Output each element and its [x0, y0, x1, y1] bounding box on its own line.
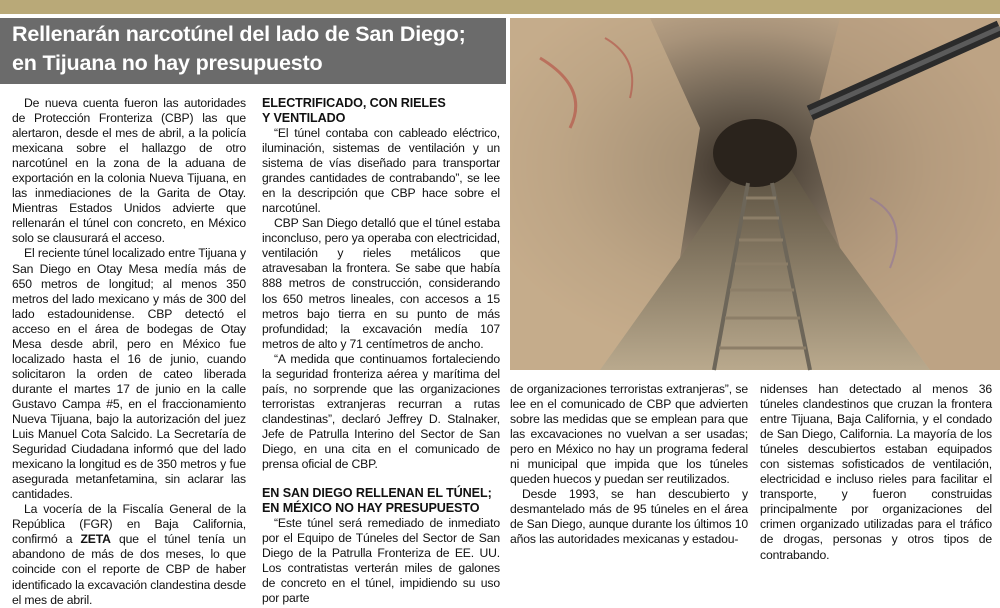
- subheading: EN SAN DIEGO RELLENAN EL TÚNEL;: [262, 486, 492, 501]
- body-column-4: [760, 382, 992, 563]
- top-accent-bar: [0, 0, 1000, 14]
- paragraph-text: La vocería de la Fiscalía General de la República (FGR) en Baja California, confirmó a: [12, 502, 246, 547]
- paragraph: CBP San Diego detalló que el túnel estaba inconcluso, pero ya operaba con electricidad, ventilación y rieles metálicos que atravesaban la frontera. Se sabe que había 888 metros de construcción, considerando los 650 metros lineales, con accesos a 15 metros bajo tierra en su punto de más profundidad; la excavación medía 107 metros de alto y 71 centímetros de ancho.: [262, 216, 500, 351]
- body-column-1: [12, 96, 246, 608]
- paragraph: “El túnel contaba con cableado eléctrico, iluminación, sistemas de ventilación y un sistema de vías diseñado para transportar grandes cantidades de contrabando”, se lee en la descripción que CBP hace sobre el narcotúnel.: [262, 126, 500, 216]
- publication-name: ZETA: [80, 532, 111, 547]
- headline-line-2: en Tijuana no hay presupuesto: [12, 51, 323, 75]
- body-column-2: [262, 96, 500, 606]
- subheading: ELECTRIFICADO, CON RIELES: [262, 96, 446, 110]
- headline-banner: [0, 18, 506, 84]
- subheading: EN MÉXICO NO HAY PRESUPUESTO: [262, 501, 480, 516]
- paragraph: “A medida que continuamos fortaleciendo la seguridad fronteriza aérea y marítima del país, no sorprende que las organizaciones terroristas extranjeras recurran a rutas clandestinas”, declaró Jeffrey D. Stalnaker, Jefe de Patrulla Interino del Sector de San Diego, en una cita en el comunicado de prensa oficial de CBP.: [262, 351, 500, 472]
- paragraph: [12, 502, 246, 607]
- paragraph: “Este túnel será remediado de inmediato por el Equipo de Túneles del Sector de San Diego de la Patrulla Fronteriza de EE. UU. Los contratistas verterán miles de galones de concreto en el túnel, impidiendo su uso por parte: [262, 516, 500, 606]
- paragraph: El reciente túnel localizado entre Tijuana y San Diego en Otay Mesa medía más de 650 metros de longitud; al menos 350 metros del lado mexicano y más de 300 del lado estadounidense. CBP detectó el acceso en el área de bodegas de Otay Mesa desde abril, pero en México fue localizado hasta el 16 de junio, cuando solicitaron la orden de cateo liberada durante el martes 17 de junio en la calle Gustavo Campa #5, en el fraccionamiento Nueva Tijuana, bajo la autorización del juez Luis Manuel Cota Salcido. La Secretaría de Seguridad Ciudadana informó que del lado mexicano la longitud es de 350 metros y fue asegurada metanfetamina, sin aclarar las cantidades.: [12, 246, 246, 502]
- body-column-3: [510, 382, 748, 548]
- paragraph-text: que el túnel tenía un abandono de más de dos meses, lo que coincide con el reporte de CBP de haber identificado la excavación clandestina desde el mes de abril.: [12, 532, 247, 607]
- tunnel-photo: [510, 18, 1000, 370]
- paragraph: De nueva cuenta fueron las autoridades de Protección Fronteriza (CBP) las que alertaron, desde el mes de abril, a la policía mexicana sobre el hallazgo de otro narcotúnel en la zona de la aduana de exportación en la colonia Nueva Tijuana, en las inmediaciones de la Garita de Otay. Mientras Estados Unidos advierte que rellenarán el túnel con concreto, en México solo se clausurará el acceso.: [12, 96, 246, 246]
- paragraph: Desde 1993, se han descubierto y desmantelado más de 95 túneles en el área de San Diego, aunque durante los últimos 10 años las autoridades mexicanas y estadou-: [510, 487, 748, 547]
- paragraph: nidenses han detectado al menos 36 túneles clandestinos que cruzan la frontera entre Tijuana, Baja California, y el condado de San Diego, California. La mayoría de los túneles descubiertos estaban equipados con sistemas sofisticados de ventilación, electricidad e incluso rieles para facilitar el transporte, y fueron construidas principalmente por organizaciones del crimen organizado utilizadas para el tráfico de drogas, personas y otros tipos de contrabando.: [760, 382, 992, 562]
- subheading: Y VENTILADO: [262, 111, 346, 125]
- headline-line-1: Rellenarán narcotúnel del lado de San Diego;: [12, 22, 466, 46]
- paragraph: de organizaciones terroristas extranjeras”, se lee en el comunicado de CBP que advierten sobre las medidas que se emplean para que las excavaciones no vuelvan a ser usadas; pero en México no hay un programa federal ni municipal que impida que los túneles queden huecos y puedan ser reutilizados.: [510, 382, 748, 487]
